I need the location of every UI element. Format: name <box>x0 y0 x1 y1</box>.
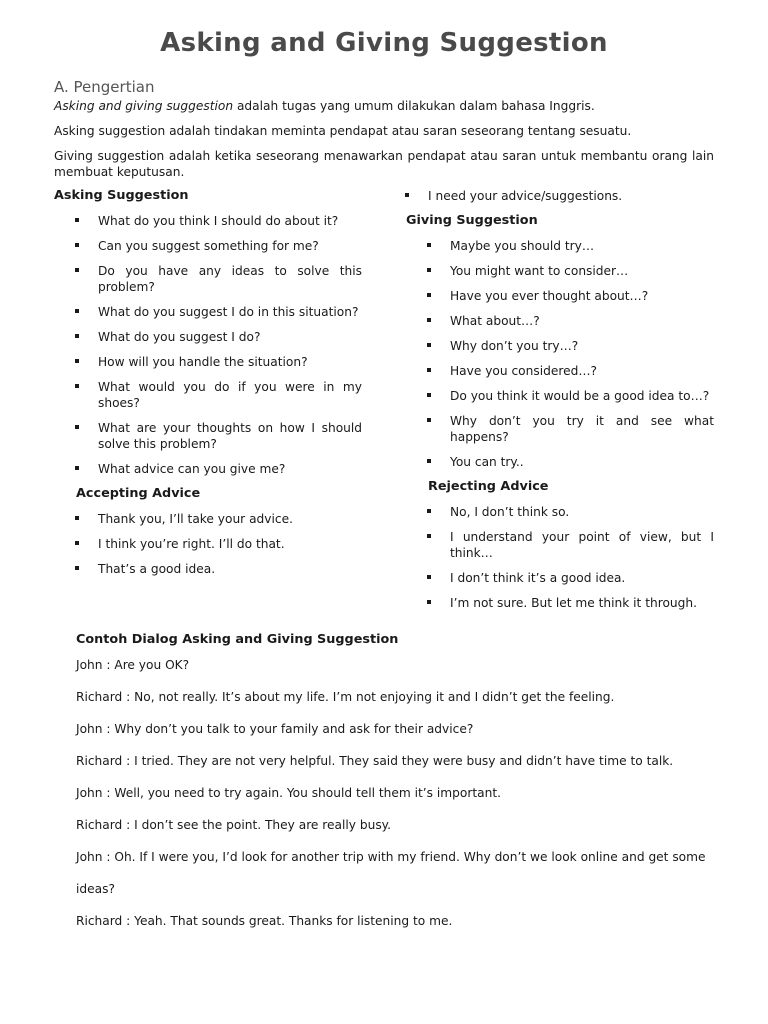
list-item: Maybe you should try… <box>406 238 714 254</box>
dialog-line: Richard : I tried. They are not very helpful. They said they were busy and didn’t have time to talk. <box>76 754 674 768</box>
intro-paragraph <box>54 98 714 114</box>
dialog-title: Contoh Dialog Asking and Giving Suggestion <box>76 632 399 647</box>
dialog-line: Richard : No, not really. It’s about my life. I’m not enjoying it and I didn’t get the feeling. <box>76 690 615 704</box>
list-item: Can you suggest something for me? <box>54 238 362 254</box>
list-item: Why don’t you try it and see what happens? <box>406 413 714 445</box>
asking-suggestion-group <box>54 188 362 477</box>
accepting-list <box>54 511 362 577</box>
list-item: You can try.. <box>406 454 714 470</box>
intro-italic: Asking and giving suggestion <box>54 99 234 113</box>
dialog-lines <box>76 657 716 929</box>
list-item: What do you suggest I do? <box>54 329 362 345</box>
list-item: I think you’re right. I’ll do that. <box>54 536 362 552</box>
list-item: You might want to consider… <box>406 263 714 279</box>
dialog-line: John : Are you OK? <box>76 658 190 672</box>
intro-rest: adalah tugas yang umum dilakukan dalam bahasa Inggris. <box>233 99 595 113</box>
list-item: Do you have any ideas to solve this problem? <box>54 263 362 295</box>
rejecting-list <box>406 504 714 611</box>
giving-suggestion-group <box>406 213 714 470</box>
list-item: That’s a good idea. <box>54 561 362 577</box>
list-item: Why don’t you try…? <box>406 338 714 354</box>
page-title: Asking and Giving Suggestion <box>160 28 608 58</box>
list-item: Thank you, I’ll take your advice. <box>54 511 362 527</box>
list-item: I understand your point of view, but I think… <box>406 529 714 561</box>
list-item: What advice can you give me? <box>54 461 362 477</box>
right-column <box>406 188 714 620</box>
list-item: What do you suggest I do in this situation? <box>54 304 362 320</box>
asking-definition: Asking suggestion adalah tindakan meminta pendapat atau saran seseorang tentang sesuatu. <box>54 124 632 138</box>
list-item: How will you handle the situation? <box>54 354 362 370</box>
asking-continued-list <box>384 188 714 204</box>
list-item: What about…? <box>406 313 714 329</box>
list-item: Have you ever thought about…? <box>406 288 714 304</box>
list-item: Do you think it would be a good idea to…? <box>406 388 714 404</box>
list-item: What are your thoughts on how I should solve this problem? <box>54 420 362 452</box>
dialog-line: Richard : I don’t see the point. They are really busy. <box>76 818 392 832</box>
left-column <box>54 188 362 586</box>
asking-heading: Asking Suggestion <box>54 188 189 203</box>
dialog-line: ideas? <box>76 882 115 896</box>
list-item: I need your advice/suggestions. <box>384 188 714 204</box>
asking-list <box>54 213 362 477</box>
list-item: I don’t think it’s a good idea. <box>406 570 714 586</box>
dialog-line: John : Well, you need to try again. You should tell them it’s important. <box>76 786 501 800</box>
dialog-line: John : Oh. If I were you, I’d look for another trip with my friend. Why don’t we look online and get some <box>76 850 706 864</box>
dialog-section <box>76 632 716 945</box>
accepting-heading: Accepting Advice <box>76 486 201 501</box>
rejecting-heading: Rejecting Advice <box>428 479 549 494</box>
accepting-advice-group <box>54 486 362 577</box>
list-item: Have you considered…? <box>406 363 714 379</box>
giving-list <box>406 238 714 470</box>
section-heading: A. Pengertian <box>54 78 155 96</box>
list-item: What do you think I should do about it? <box>54 213 362 229</box>
list-item: I’m not sure. But let me think it through. <box>406 595 714 611</box>
giving-definition: Giving suggestion adalah ketika seseorang menawarkan pendapat atau saran untuk membantu orang lain membuat keputusan. <box>54 149 714 179</box>
giving-heading: Giving Suggestion <box>406 213 538 228</box>
list-item: What would you do if you were in my shoes? <box>54 379 362 411</box>
list-item: No, I don’t think so. <box>406 504 714 520</box>
dialog-line: Richard : Yeah. That sounds great. Thanks for listening to me. <box>76 914 453 928</box>
dialog-line: John : Why don’t you talk to your family and ask for their advice? <box>76 722 474 736</box>
rejecting-advice-group <box>406 479 714 611</box>
